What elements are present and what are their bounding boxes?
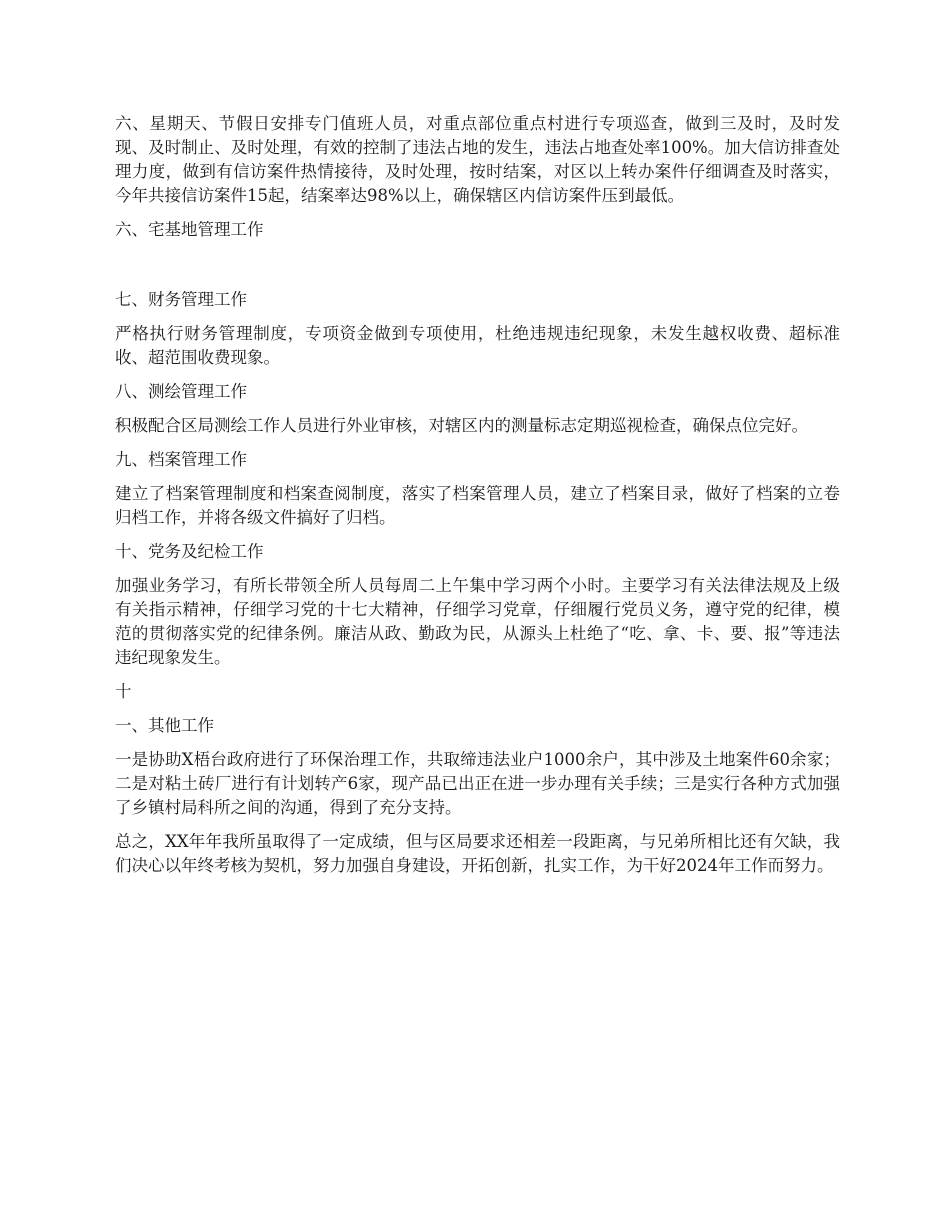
paragraph-other-work: 一是协助X梧台政府进行了环保治理工作，共取缔违法业户1000余户，其中涉及土地案件60余家；二是对粘土砖厂进行有计划转产6家，现产品已出正在进一步办理有关手续；三是实行各种方式加强了乡镇村局科所之间的沟通，得到了充分支持。 <box>115 750 840 817</box>
heading-homestead: 六、宅基地管理工作 <box>115 220 264 239</box>
paragraph-archives: 建立了档案管理制度和档案查阅制度，落实了档案管理人员，建立了档案目录，做好了档案的立卷归档工作，并将各级文件搞好了归档。 <box>115 484 840 527</box>
document-body <box>115 112 840 888</box>
heading-party-affairs: 十、党务及纪检工作 <box>115 542 264 561</box>
paragraph-party-affairs: 加强业务学习，有所长带领全所人员每周二上午集中学习两个小时。主要学习有关法律法规及上级有关指示精神，仔细学习党的十七大精神，仔细学习党章，仔细履行党员义务，遵守党的纪律，模范的贯彻落实党的纪律条例。廉洁从政、勤政为民，从源头上杜绝了“吃、拿、卡、要、报”等违法违纪现象发生。 <box>115 576 840 667</box>
paragraph-surveying: 积极配合区局测绘工作人员进行外业审核，对辖区内的测量标志定期巡视检查，确保点位完好。 <box>115 416 808 435</box>
paragraph-finance: 严格执行财务管理制度，专项资金做到专项使用，杜绝违规违纪现象，未发生越权收费、超标准收、超范围收费现象。 <box>115 324 840 367</box>
paragraph-patrol: 六、星期天、节假日安排专门值班人员，对重点部位重点村进行专项巡查，做到三及时，及时发现、及时制止、及时处理，有效的控制了违法占地的发生，违法占地查处率100%。加大信访排查处理力度，做到有信访案件热情接待，及时处理，按时结案，对区以上转办案件仔细调查及时落实，今年共接信访案件15起，结案率达98%以上，确保辖区内信访案件压到最低。 <box>115 114 840 205</box>
heading-archives: 九、档案管理工作 <box>115 450 247 469</box>
heading-ten: 十 <box>115 682 132 701</box>
heading-surveying: 八、测绘管理工作 <box>115 382 247 401</box>
heading-finance: 七、财务管理工作 <box>115 290 247 309</box>
heading-other-work: 一、其他工作 <box>115 716 214 735</box>
paragraph-summary: 总之，XX年年我所虽取得了一定成绩，但与区局要求还相差一段距离，与兄弟所相比还有欠缺，我们决心以年终考核为契机，努力加强自身建设，开拓创新，扎实工作，为干好2024年工作而努力。 <box>115 832 840 875</box>
blank-space <box>115 252 840 288</box>
